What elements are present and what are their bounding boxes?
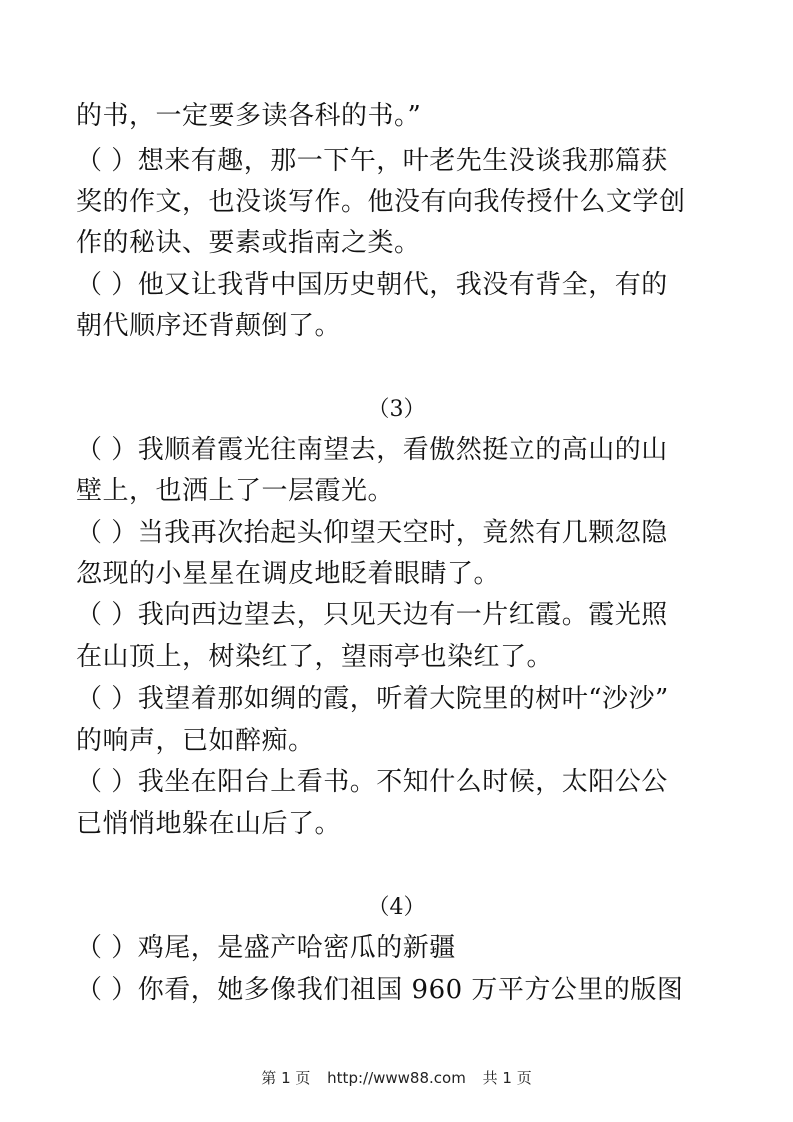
text-line: 的书，一定要多读各科的书。” xyxy=(76,101,422,131)
text-line: （ ）他又让我背中国历史朝代，我没有背全，有的 xyxy=(76,270,668,300)
section-heading: （4） xyxy=(367,895,426,920)
page-footer xyxy=(0,1066,793,1090)
text-line: 奖的作文，也没谈写作。他没有向我传授什么文学创 xyxy=(76,187,686,217)
text-line: 作的秘诀、要素或指南之类。 xyxy=(76,228,421,258)
text-line: 忽现的小星星在调皮地眨着眼睛了。 xyxy=(76,559,501,589)
text-line: （ ）我望着那如绸的霞，听着大院里的树叶“沙沙” xyxy=(76,684,669,714)
text-line: （ ）我向西边望去，只见天边有一片红霞。霞光照 xyxy=(76,600,668,630)
text-line: （ ）我顺着霞光往南望去，看傲然挺立的高山的山 xyxy=(76,435,668,465)
text-line: （ ）你看，她多像我们祖国 960 万平方公里的版图 xyxy=(76,975,684,1005)
watermark-text: http://www88.com xyxy=(327,1069,466,1087)
text-line: 壁上，也洒上了一层霞光。 xyxy=(76,476,395,506)
text-line: （ ）我坐在阳台上看书。不知什么时候，太阳公公 xyxy=(76,767,668,797)
page-number: 第 1 页 xyxy=(261,1069,311,1087)
text-line: 朝代顺序还背颠倒了。 xyxy=(76,311,342,341)
text-line: 已悄悄地躲在山后了。 xyxy=(76,809,342,839)
text-line: （ ）鸡尾，是盛产哈密瓜的新疆 xyxy=(76,933,456,963)
text-line: （ ）当我再次抬起头仰望天空时，竟然有几颗忽隐 xyxy=(76,518,668,548)
total-pages: 共 1 页 xyxy=(482,1069,532,1087)
text-line: 的响声，已如醉痴。 xyxy=(76,726,315,756)
text-line: 在山顶上，树染红了，望雨亭也染红了。 xyxy=(76,642,554,672)
text-line: （ ）想来有趣，那一下午，叶老先生没谈我那篇获 xyxy=(76,146,668,176)
section-heading: （3） xyxy=(367,397,426,422)
